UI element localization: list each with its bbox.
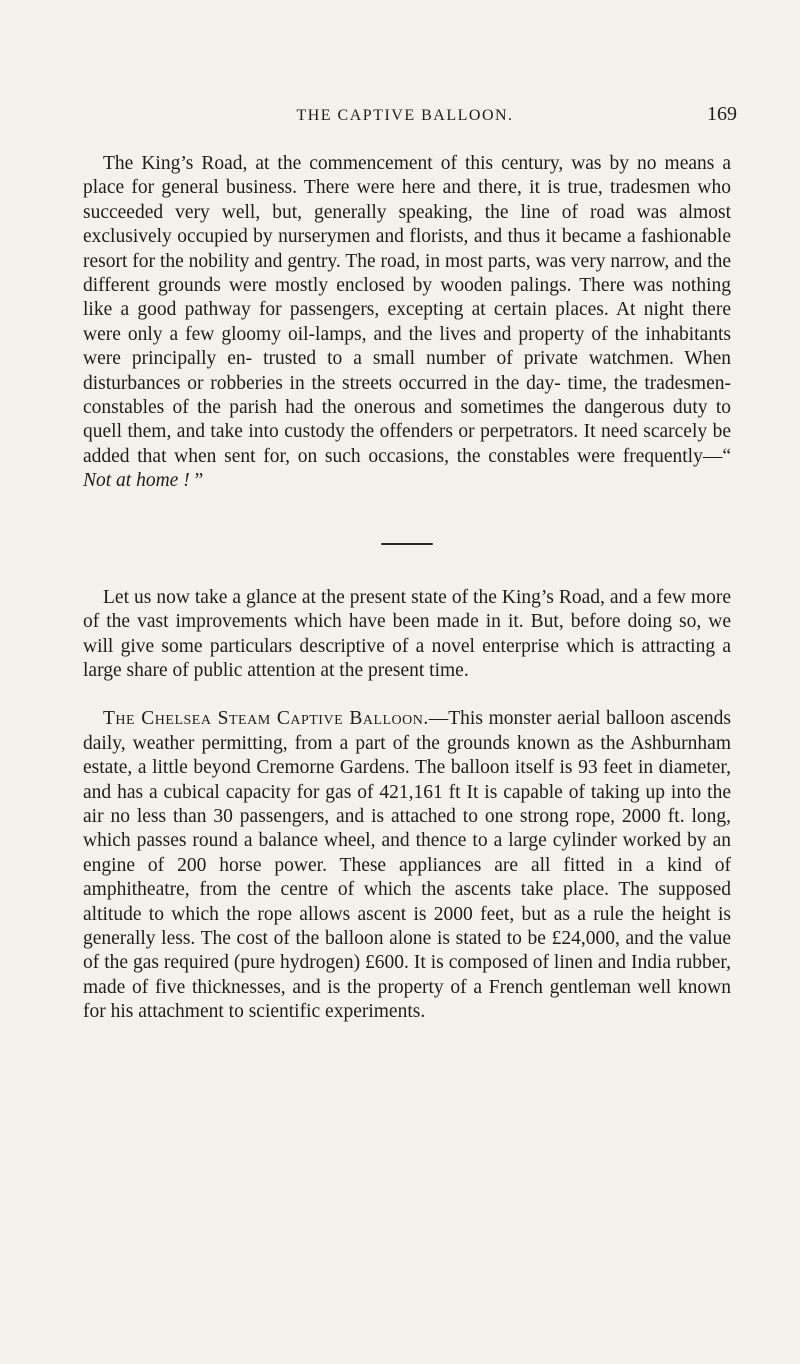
closing-quote: ” — [189, 470, 204, 492]
body-text — [83, 152, 731, 1025]
running-head — [85, 103, 737, 133]
paragraph-text: The King’s Road, at the commencement of this century, was by no means a place for general business. There were here and there, it is true, tradesmen who succeeded very well, but, generally speaking, the line of road was almost exclusively occupied by nurserymen and florists, and thus it became a fashionable resort for the nobility and gentry. The road, in most parts, was very narrow, and the different grounds were mostly enclosed by wooden palings. There was nothing like a good pathway for passengers, excepting at certain places. At night there were only a few gloomy oil-lamps, and the lives and property of the inhabitants were principally en- trusted to a small number of private watchmen. When disturbances or robberies in the streets occurred in the day- time, the tradesmen-constables of the parish had the onerous and sometimes the dangerous duty to quell them, and take into custody the offenders or perpetrators. It need scarcely be added that when sent for, on such occasions, the constables were frequently—“ — [83, 153, 731, 467]
page-number: 169 — [707, 103, 737, 125]
paragraph-spacer — [83, 683, 731, 707]
running-title: THE CAPTIVE BALLOON. — [296, 107, 514, 124]
paragraph-captive-balloon — [83, 707, 731, 1024]
section-heading: The Chelsea Steam Captive Balloon. — [103, 708, 429, 730]
section-divider — [381, 543, 433, 545]
emphasis-quote: Not at home ! — [83, 470, 190, 492]
paragraph-kings-road-history — [83, 152, 731, 494]
paragraph-text: —This monster aerial balloon ascends daily, weather permitting, from a part of the grounds known as the Ashburnham estate, a little beyond Cremorne Gardens. The balloon itself is 93 feet in diameter, and has a cubical capacity for gas of 421,161 ft It is capable of taking up into the air no less than 30 passengers, and is attached to one strong rope, 2000 ft. long, which passes round a balance wheel, and thence to a large cylinder worked by an engine of 200 horse power. These appliances are all fitted in a kind of amphitheatre, from the centre of which the ascents take place. The supposed altitude to which the rope allows ascent is 2000 feet, but as a rule the height is generally less. The cost of the balloon alone is stated to be £24,000, and the value of the gas required (pure hydrogen) £600. It is composed of linen and India rubber, made of five thicknesses, and is the property of a French gentleman well known for his attachment to scientific experiments. — [83, 708, 731, 1023]
paragraph-present-state: Let us now take a glance at the present state of the King’s Road, and a few more of the vast improvements which have been made in it. But, before doing so, we will give some particulars descriptive of a novel enterprise which is attracting a large share of public attention at the present time. — [83, 586, 731, 681]
